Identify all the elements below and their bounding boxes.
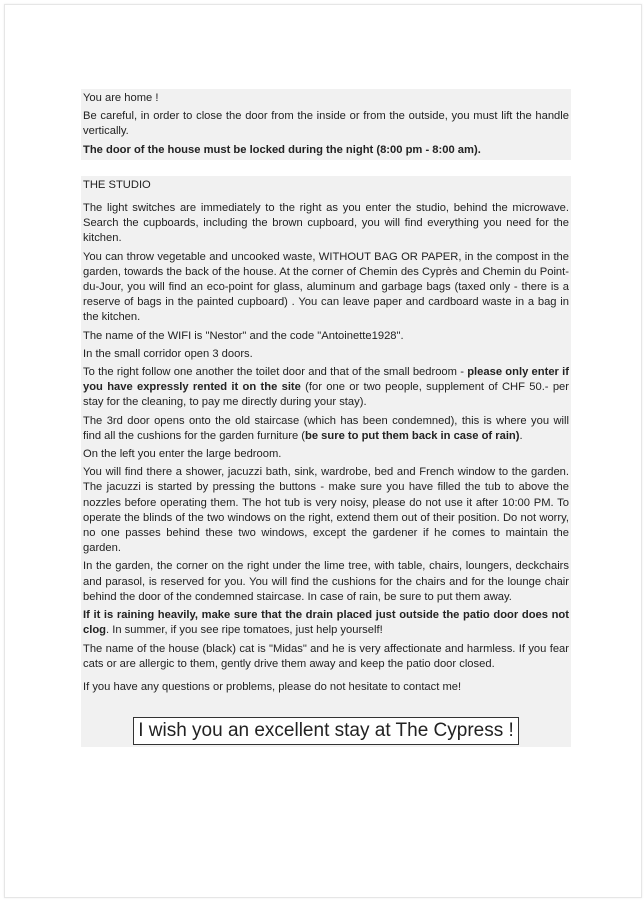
studio-p6 bbox=[83, 414, 569, 444]
p6-text-bold: be sure to put them back in case of rain) bbox=[305, 429, 520, 442]
studio-p2: You can throw vegetable and uncooked waste, WITHOUT BAG OR PAPER, in the compost in the garden, towards the back of the house. At the corner of Chemin des Cyprès and Chemin du Point-du-Jour, you will find an eco-point for glass, aluminum and garbage bags (taxed only - there is a reserve of bags in the painted cupboard) . You can leave paper and cardboard waste in a bag in the kitchen. bbox=[83, 250, 569, 324]
studio-p4: In the small corridor open 3 doors. bbox=[83, 347, 253, 360]
spacer bbox=[83, 193, 569, 201]
p6-text-c: . bbox=[519, 429, 523, 442]
wifi-info: The name of the WIFI is "Nestor" and the code "Antoinette1928". bbox=[83, 329, 404, 342]
p5-text-bold: please only enter if you have expressly rented it on the site bbox=[83, 366, 570, 394]
studio-p7: On the left you enter the large bedroom. bbox=[83, 448, 282, 461]
closing-section bbox=[81, 697, 571, 747]
studio-p11: The name of the house (black) cat is "Midas" and he is very affectionate and harmless. If you fear cats or are allergic to them, gently drive them away and keep the patio door closed. bbox=[83, 642, 569, 670]
studio-heading: THE STUDIO bbox=[83, 178, 151, 191]
spacer bbox=[81, 160, 571, 176]
studio-section bbox=[81, 176, 571, 697]
studio-p9: In the garden, the corner on the right under the lime tree, with table, chairs, loungers, deckchairs and parasol, is reserved for you. You will find the cushions for the chairs and for the lounge chair behind the door of the condemned staircase. In case of rain, be sure to put them away. bbox=[83, 560, 569, 603]
studio-p5 bbox=[83, 365, 569, 411]
spacer bbox=[83, 672, 569, 680]
lock-notice: The door of the house must be locked during the night (8:00 pm - 8:00 am). bbox=[83, 143, 481, 156]
contact-line: If you have any questions or problems, please do not hesitate to contact me! bbox=[83, 680, 462, 693]
home-line: You are home ! bbox=[83, 92, 159, 104]
door-warning: Be careful, in order to close the door from the inside or from the outside, you must lift the handle vertically. bbox=[83, 110, 569, 138]
studio-p10 bbox=[83, 608, 569, 638]
document-page bbox=[4, 4, 642, 898]
p6-text-a: The 3rd door opens onto the old staircase (which has been condemned), this is where you will find all the cushions for the garden furniture ( bbox=[83, 414, 569, 442]
p5-text-c: (for one or two people, supplement of CHF 50.- per stay for the cleaning, to pay me directly during your stay). bbox=[83, 381, 569, 409]
intro-section bbox=[81, 89, 571, 160]
studio-p8: You will find there a shower, jacuzzi bath, sink, wardrobe, bed and French window to the garden. The jacuzzi is started by pressing the buttons - make sure you have filled the tub to above the nozzles before operating them. The hot tub is very noisy, please do not use it after 10:00 PM. To operate the blinds of the two windows on the right, extend them out of their position. Do not worry, no one passes behind these two windows, except the gardener if he comes to maintain the garden. bbox=[83, 466, 569, 555]
document-content bbox=[81, 89, 571, 747]
p10-text-bold: If it is raining heavily, make sure that the drain placed just outside the patio door does not clog bbox=[83, 609, 569, 637]
studio-p1: The light switches are immediately to the right as you enter the studio, behind the microwave. Search the cupboards, including the brown cupboard, you will find everything you need for the kitchen. bbox=[83, 202, 569, 245]
p10-text-b: . In summer, if you see ripe tomatoes, just help yourself! bbox=[106, 624, 383, 637]
closing-message: I wish you an excellent stay at The Cypress ! bbox=[133, 717, 519, 745]
p5-text-a: To the right follow one another the toilet door and that of the small bedroom - bbox=[83, 366, 468, 379]
